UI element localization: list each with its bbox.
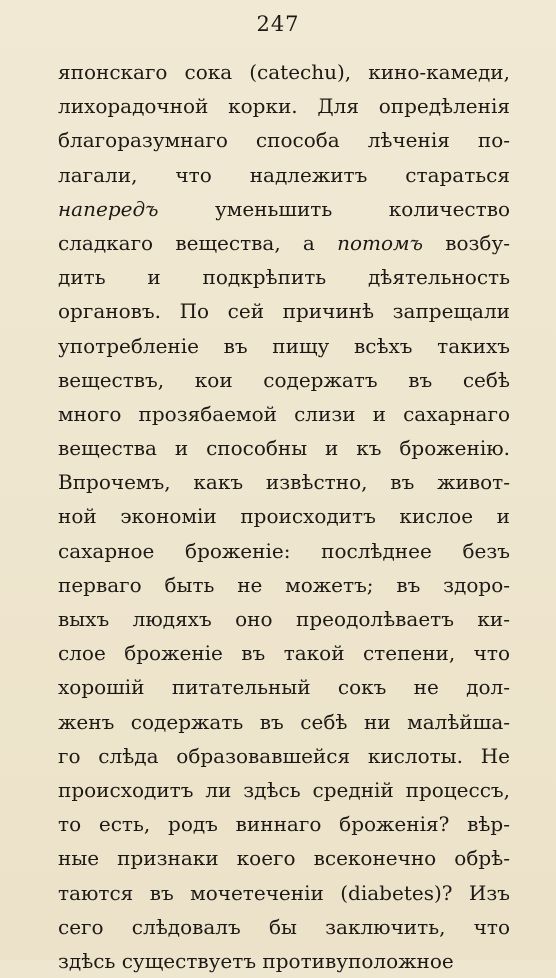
text-line [58,431,510,465]
text-line [58,773,510,807]
text-line [58,499,510,533]
text-line [58,123,510,157]
text-line [58,841,510,875]
text-segment: женъ содержать въ себѣ ни малѣйша- [58,709,510,734]
text-segment: дить и подкрѣпить дѣятельность [58,265,510,290]
text-line [58,55,510,89]
text-line [58,910,510,944]
text-line [58,397,510,431]
text-segment: выхъ людяхъ оно преодолѣваетъ ки- [58,607,510,631]
text-segment: ной экономіи происходитъ кислое и [58,504,510,529]
text-segment: употребленіе въ пищу всѣхъ такихъ [58,333,510,358]
page-number: 247 [256,12,300,36]
text-segment: органовъ. По сей причинѣ запрещали [58,299,510,324]
text-segment: здѣсь существуетъ противуположное [58,948,454,973]
text-segment: веществъ, кои содержатъ въ себѣ [58,367,510,392]
body-text [58,55,510,978]
text-segment: Впрочемъ, какъ извѣстно, въ живот- [58,470,510,495]
text-line [58,226,510,260]
text-line [58,636,510,670]
text-segment: го слѣда образовавшейся кислоты. Не [58,743,510,768]
text-segment: перваго быть не можетъ; въ здоро- [58,572,510,597]
text-segment: уменьшить количество [158,196,510,221]
text-segment: благоразумнаго способа лѣченія по- [58,128,510,153]
text-segment: японскаго сока (catechu), кино-камеди, [58,60,510,84]
text-line [58,568,510,602]
text-segment: сладкаго вещества, а [58,230,338,255]
italic-text: напередъ [58,196,159,221]
text-segment: вещества и способны и къ броженію. [58,436,510,461]
text-line [58,670,510,704]
text-line [58,363,510,397]
text-segment: происходитъ ли здѣсь средній процессъ, [58,777,510,802]
text-segment: хорошій питательный сокъ не дол- [58,675,510,700]
text-line [58,739,510,773]
italic-text: потомъ [337,230,423,255]
text-segment: лихорадочной корки. Для опредѣленія [58,94,510,119]
text-segment: лагали, что надлежитъ стараться [58,162,510,187]
text-segment: много прозябаемой слизи и сахарнаго [58,401,510,426]
text-segment: сахарное броженіе: послѣднее безъ [58,538,510,563]
text-line [58,294,510,328]
text-line [58,260,510,294]
text-segment: возбу- [422,230,510,255]
text-segment: ные признаки коего всеконечно обрѣ- [58,846,510,871]
text-line [58,602,510,636]
text-line [58,944,510,978]
text-line [58,534,510,568]
text-segment: слое броженіе въ такой степени, что [58,641,510,666]
text-line [58,807,510,841]
text-segment: то есть, родъ виннаго броженія? вѣр- [58,812,510,837]
text-segment: таются въ мочетеченіи (diabetes)? Изъ [58,880,510,905]
text-line [58,465,510,499]
text-line [58,158,510,192]
text-line [58,705,510,739]
text-segment: сего слѣдовалъ бы заключить, что [58,914,510,939]
text-line [58,192,510,226]
text-line [58,89,510,123]
text-line [58,329,510,363]
text-line [58,876,510,910]
